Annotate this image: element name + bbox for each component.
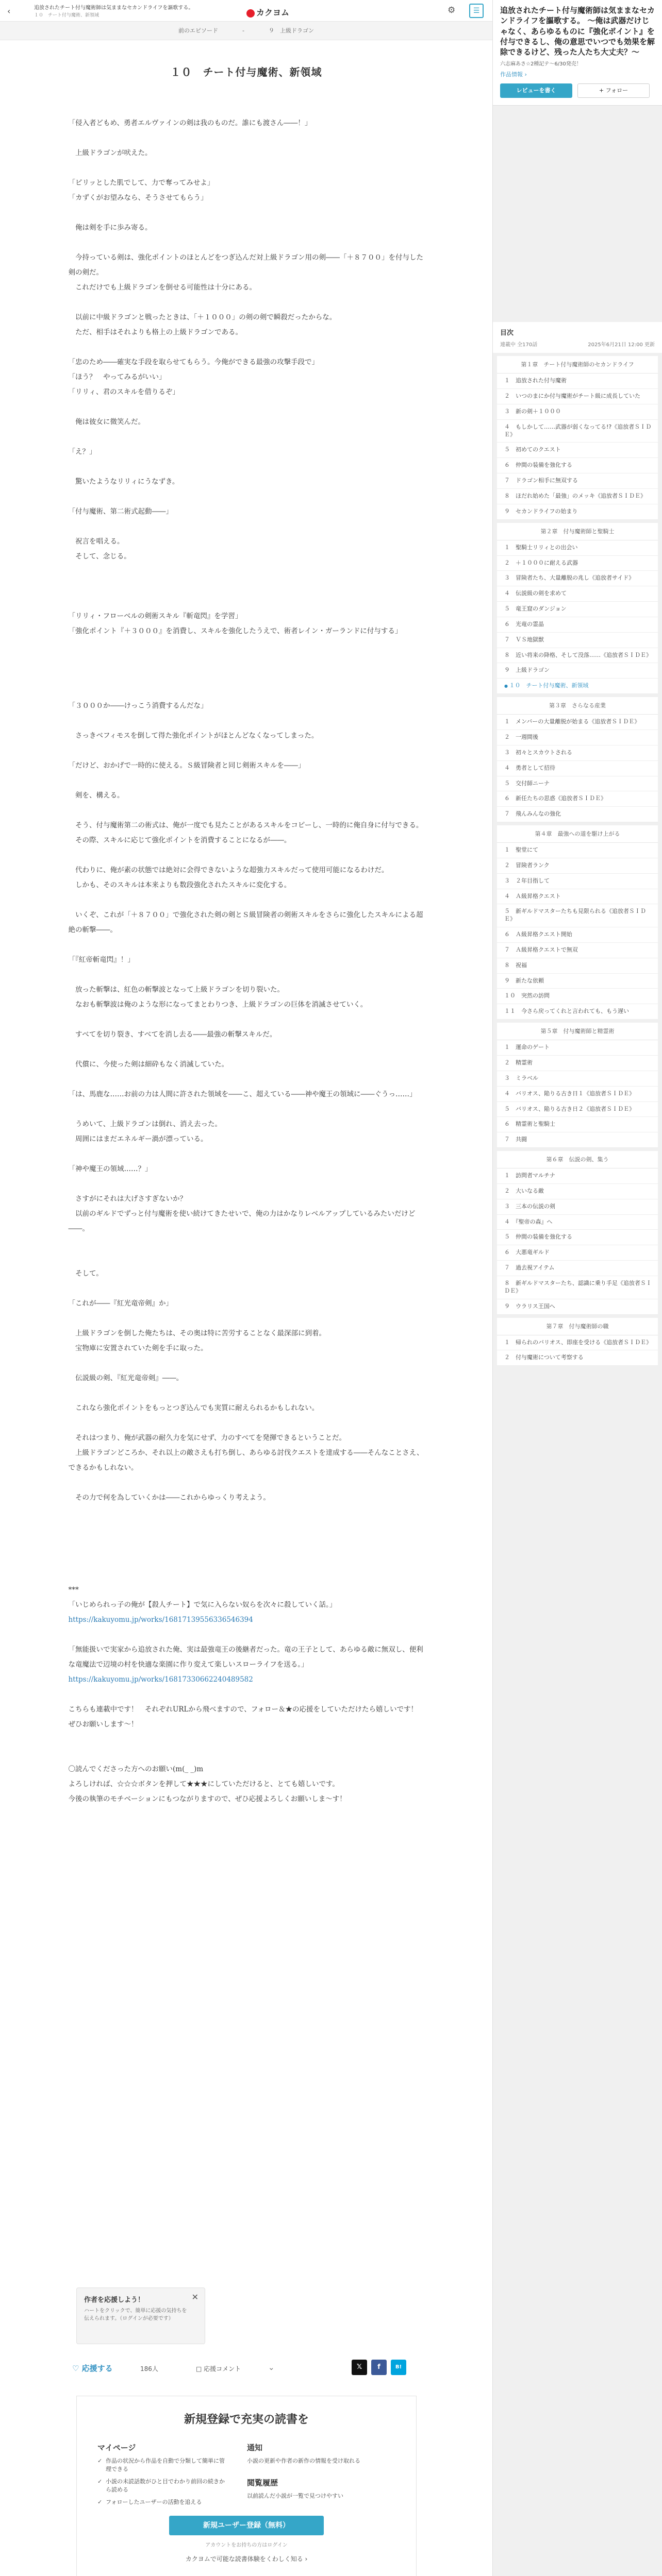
chapter-box	[497, 523, 658, 694]
paragraph-spacer	[69, 639, 424, 654]
toc-episode-link[interactable]: ４ 『聖帝の森』へ	[497, 1215, 658, 1230]
toc-episode-link[interactable]: ２ いつのまにか付与魔術がチート級に成長していた	[497, 389, 658, 404]
toc-episode-link[interactable]: ５ 仲間の装備を強化する	[497, 1230, 658, 1245]
toc-episode-link[interactable]: ３ ミラベル	[497, 1071, 658, 1087]
paragraph-spacer	[69, 968, 424, 982]
cheer-popup	[76, 2287, 205, 2344]
chapter-heading[interactable]: 第６章 伝説の剣、集う	[497, 1151, 658, 1168]
paragraph-spacer	[69, 564, 424, 579]
learn-more-link[interactable]: カクヨムで可能な読書体験をくわしく知る ›	[185, 2555, 308, 2563]
toc-list	[493, 356, 662, 1366]
comment-button[interactable]: □ 応援コメント	[196, 2365, 241, 2372]
author-name[interactable]: 六志麻あさ☆2種記テ～6/30発売！	[500, 61, 582, 67]
toc-episode-link[interactable]: １０ 突然の訪問	[497, 989, 658, 1004]
body-paragraph: その力で何を為していくかは――これからゆっくり考えよう。	[68, 1494, 270, 1502]
paragraph-spacer	[69, 684, 424, 699]
cheer-count: 186人	[140, 2365, 158, 2372]
body-paragraph: 「忠のため――確実な手段を取らせてもらう。今俺ができる最強の攻撃手段で」	[68, 358, 319, 366]
body-paragraph: 周囲にはまだエネルギー渦が漂っている。	[68, 1135, 208, 1143]
paragraph-spacer	[69, 1251, 424, 1266]
paragraph-spacer	[69, 848, 424, 863]
body-paragraph: 「ピリッとした肌でして、力で奪ってみせよ」	[68, 179, 214, 187]
paragraph-spacer	[69, 1177, 424, 1192]
afterword-text: こちらも連載中です！ それぞれURLから飛べますので、フォロー＆★の応援をしていただけたら嬉しいです！ ぜひお願いします～！	[68, 1705, 425, 1728]
toc-episode-link[interactable]: ６ Ａ級昇格クエスト開始	[497, 927, 658, 943]
afterword-text: 今後の執筆のモチベーションにもつながりますので、ぜひ応援よろしくお願いしま～す！	[68, 1795, 346, 1803]
signup-col-title: マイページ	[97, 2443, 136, 2452]
toc-episode-link[interactable]: １ 聖堂にて	[497, 843, 658, 858]
paragraph-spacer	[69, 1236, 424, 1251]
afterword-promo: 「無能扱いで実家から追放された俺、実は最強竜王の後継者だった。竜の王子として、あらゆる敵に無双し、便利な竜魔法で辺境の村を快適な楽園に作り変えて楽しいスローライフを送る。」	[68, 1646, 423, 1669]
toc-episode-link[interactable]: ５ 初めてのクエスト	[497, 443, 658, 458]
afterword-promo: 「いじめられっ子の俺が【殺人チート】で気に入らない奴らを次々に殺していく話。」	[68, 1601, 337, 1609]
toc-episode-link[interactable]: ２ 冒険者ランク	[497, 858, 658, 874]
review-button[interactable]: レビューを書く	[500, 83, 572, 98]
toc-episode-link[interactable]: ３ 新の剣＋１０００	[497, 404, 658, 420]
episode-subtitle: １０ チート付与魔術、新領域	[34, 13, 100, 18]
body-paragraph: 今持っている剣は、強化ポイントのほとんどをつぎ込んだ対上級ドラゴン用の剣――「＋８７００」を付与した剣の剣だ。	[68, 253, 423, 277]
body-paragraph: そして、念じる。	[68, 552, 131, 561]
paragraph-spacer	[69, 131, 424, 146]
paragraph-spacer	[69, 594, 424, 609]
body-paragraph: 「『紅帝斬竜閃』！」	[68, 956, 135, 964]
paragraph-spacer	[69, 669, 424, 684]
body-paragraph: 祝言を唱える。	[68, 537, 124, 546]
paragraph-spacer	[69, 1386, 424, 1401]
toc-episode-link[interactable]: ９ ウラリス王国へ	[497, 1299, 658, 1315]
toc-episode-link[interactable]: ３ ２年目指して	[497, 874, 658, 889]
site-logo[interactable]	[246, 6, 289, 18]
toc-episode-link[interactable]: １ メンバーの大量離脱が始まる《追放者ＳＩＤＥ》	[497, 715, 658, 730]
body-paragraph: 「神や魔王の領域……？」	[68, 1165, 152, 1173]
toc-episode-link[interactable]: １ 聖騎士リリィとの出会い	[497, 540, 658, 556]
chapter-heading[interactable]: 第２章 付与魔術師と聖騎士	[497, 523, 658, 540]
toc-episode-link[interactable]: ２ 精霊術	[497, 1056, 658, 1071]
paragraph-spacer	[69, 938, 424, 953]
afterword-text: 〇読んでくださった方へのお願い(m(_ _)m	[68, 1765, 204, 1773]
paragraph-spacer	[69, 1072, 424, 1087]
gear-icon[interactable]: ⚙	[448, 5, 456, 15]
chevron-down-icon[interactable]: ⌄	[268, 2363, 275, 2372]
login-link[interactable]: アカウントをお持ちの方はログイン	[205, 2542, 288, 2548]
body-paragraph: 上級ドラゴンどころか、それ以上の敵さえも打ち倒し、あらゆる討伐クエストを達成する――そんなことさえ、できるかもしれない。	[68, 1449, 424, 1472]
body-paragraph: 伝説級の剣、『紅光竜帝剣』――。	[68, 1374, 184, 1382]
register-button[interactable]: 新規ユーザー登録（無料）	[169, 2516, 324, 2535]
update-date: 2025年6月21日 12:00 更新	[588, 342, 655, 348]
site-logo-text: カクヨム	[256, 8, 290, 18]
toc-icon[interactable]: ☰	[469, 4, 484, 18]
episode-title: １０ チート付与魔術、新領域	[170, 66, 322, 78]
body-paragraph: なおも斬撃波は俺のような形になってまとわりつき、上級ドラゴンの巨体を消滅させていく。	[68, 1001, 368, 1009]
body-paragraph: 「付与魔術、第二術式起動――」	[68, 507, 173, 516]
toc-episode-link[interactable]: ７ ＶＳ地獄獣	[497, 633, 658, 648]
paragraph-spacer	[69, 206, 424, 221]
afterword	[69, 1583, 424, 1807]
toc-episode-link[interactable]: ２ 一週間後	[497, 730, 658, 745]
nav-separator: ‐	[242, 27, 244, 34]
toc-episode-link[interactable]: ４ 勇者として招待	[497, 761, 658, 776]
body-paragraph: 剣を、構える。	[68, 791, 124, 800]
paragraph-spacer	[69, 295, 424, 310]
body-paragraph: そう、付与魔術第二の術式は、俺が一度でも見たことがあるスキルをコピーし、一時的に俺自身に付与できる。	[68, 821, 423, 829]
body-paragraph: 「え？」	[68, 448, 96, 456]
body-paragraph: 「侵入者どもめ、勇者エルヴァインの剣は我のものだ。誰にも渡さん――！」	[68, 119, 312, 127]
body-paragraph: しかも、そのスキルは本来よりも数段強化されたスキルに変化する。	[68, 881, 291, 889]
chapter-box	[497, 1151, 658, 1314]
toc-episode-link[interactable]: ７ 過去視アイテム	[497, 1261, 658, 1276]
body-paragraph: 俺は剣を手に歩み寄る。	[68, 224, 152, 232]
toc-episode-link[interactable]: ６ 大悪竜ギルド	[497, 1245, 658, 1261]
body-paragraph: うめいて、上級ドラゴンは倒れ、消え去った。	[68, 1120, 222, 1128]
body-paragraph: 驚いたようなリリィにうなずき。	[68, 478, 179, 486]
paragraph-spacer	[69, 1476, 424, 1490]
toc-episode-link[interactable]: ６ 精霊術と聖騎士	[497, 1117, 658, 1132]
toc-episode-link[interactable]: ３ 冒険者たち、大量離脱の兆し《追放者サイド》	[497, 571, 658, 586]
toc-episode-link[interactable]: ９ セカンドライフの始まり	[497, 504, 658, 520]
chapter-box	[497, 697, 658, 822]
current-episode-link[interactable]: ９ 上級ドラゴン	[268, 27, 314, 34]
toc-episode-link[interactable]: ７ 飛んみんなの強化	[497, 807, 658, 822]
toc-episode-link[interactable]: ４ バリオス、陥りる古き日１《追放者ＳＩＤＥ》	[497, 1087, 658, 1102]
body-paragraph: 代わりに、俺が素の状態では絶対に会得できないような超強力スキルだって使用可能になるわけだ。	[68, 866, 389, 874]
episode-body	[69, 116, 424, 1505]
chapter-heading[interactable]: 第７章 付与魔術師の職	[497, 1318, 658, 1335]
body-paragraph: さすがにそれは大げさすぎないか？	[68, 1195, 187, 1203]
logo-mark-icon	[246, 9, 255, 18]
body-paragraph: その際、スキルに応じて強化ポイントを消費することになるが――。	[68, 836, 291, 844]
episode-main	[0, 22, 492, 2576]
toc-episode-link[interactable]: ６ 新任たちの思惑《追放者ＳＩＤＥ》	[497, 791, 658, 807]
paragraph-spacer	[69, 1147, 424, 1162]
paragraph-spacer	[69, 400, 424, 415]
chapter-heading[interactable]: 第３章 さらなる産業	[497, 697, 658, 715]
body-paragraph: そして。	[68, 1269, 103, 1278]
sidebar	[492, 0, 662, 2576]
toc-episode-link[interactable]: ８ ほだれ始めた「最強」のメッキ《追放者ＳＩＤＥ》	[497, 489, 658, 504]
prev-episode-link[interactable]: 前のエピソード	[178, 27, 218, 34]
body-paragraph: それはつまり、俺が武器の耐久力を気にせず、力のすべてを発揮できるということだ。	[68, 1434, 346, 1442]
toc-episode-link[interactable]: ７ ドラゴン相手に無双する	[497, 473, 658, 489]
paragraph-spacer	[69, 1102, 424, 1117]
paragraph-spacer	[69, 235, 424, 250]
body-paragraph: 以前に中級ドラゴンと戦ったときは、「＋１０００」の剣の剣で瞬殺だったからな。	[68, 313, 337, 321]
paragraph-spacer	[69, 893, 424, 908]
toc-episode-link[interactable]: ８ 新ギルドマスターたち、認識に乗り手足《追放者ＳＩＤＥ》	[497, 1276, 658, 1299]
toc-episode-link[interactable]: ５ 竜王窟のダンジョン	[497, 602, 658, 617]
signup-col-title: 通知	[247, 2443, 263, 2452]
chapter-box	[497, 1023, 658, 1148]
promo-link[interactable]: https://kakuyomu.jp/works/16817330662240489582	[68, 1675, 253, 1684]
work-info-link[interactable]: 作品情報 ›	[500, 71, 527, 78]
toc-episode-link[interactable]: ３ 初々とスカウトされる	[497, 745, 658, 761]
toc-episode-link[interactable]: ２ 大いなる敵	[497, 1184, 658, 1199]
signup-feature: 以前読んだ小説が一覧で見つけやすい	[247, 2492, 343, 2499]
paragraph-spacer	[69, 654, 424, 669]
paragraph-spacer	[69, 489, 424, 504]
signup-col-title: 閲覧履歴	[247, 2478, 278, 2487]
toc-episode-link[interactable]: ５ バリオス、陥りる古き日２《追放者ＳＩＤＥ》	[497, 1102, 658, 1117]
paragraph-spacer	[69, 1416, 424, 1431]
toc-episode-link[interactable]: ８ 祝福	[497, 958, 658, 974]
facebook-share-icon[interactable]: f	[371, 2360, 387, 2375]
toc-episode-link[interactable]: ９ 新たな依頼	[497, 974, 658, 989]
paragraph-spacer	[69, 1012, 424, 1027]
signup-col-mypage	[97, 2442, 247, 2511]
chapter-box	[497, 356, 658, 519]
work-title[interactable]: 追放されたチート付与魔術師は気ままなセカンドライフを謳歌する。 ～俺は武器だけじゃなく、あらゆるものに『強化ポイント』を付与できるし、俺の意思でいつでも効果を解除できるけど、残った人たち大丈夫？～	[500, 6, 655, 57]
toc-episode-link[interactable]: ７ Ａ級昇格クエストで無双	[497, 943, 658, 958]
paragraph-spacer	[69, 340, 424, 355]
toc-episode-link[interactable]: ７ 共闘	[497, 1132, 658, 1148]
episode-actions	[72, 2360, 423, 2378]
toc-episode-link[interactable]: １ 運命のゲート	[497, 1040, 658, 1056]
signup-feature: ✓ フォローしたユーザーの活動を追える	[97, 2498, 229, 2506]
promo-link[interactable]: https://kakuyomu.jp/works/16817139556336546394	[68, 1616, 253, 1624]
hatena-bookmark-icon[interactable]: B!	[391, 2360, 406, 2375]
chapter-box	[497, 825, 658, 1020]
body-paragraph: 「３０００か――けっこう消費するんだな」	[68, 702, 208, 710]
back-icon[interactable]: ‹	[7, 6, 11, 16]
paragraph-spacer	[69, 430, 424, 445]
toc-episode-link[interactable]: ２ ＋１０００に耐える武器	[497, 556, 658, 571]
body-paragraph: 「強化ポイント『＋３０００』を消費し、スキルを強化したうえで、術者レイン・ガーランドに付与する」	[68, 627, 402, 635]
body-paragraph: 上級ドラゴンを倒した俺たちは、その奥は特に苦労することなく最深部に到着。	[68, 1329, 326, 1337]
signup-feature: 小説の更新や作者の新作の情報を受け取れる	[247, 2458, 360, 2464]
body-paragraph: すべてを切り裂き、すべてを消し去る――最強の斬撃スキルだ。	[68, 1030, 277, 1039]
toc-episode-link[interactable]: ４ 伝説級の剣を求めて	[497, 586, 658, 602]
body-paragraph: 代償に、今使った剣は細砕もなく消滅していた。	[68, 1060, 228, 1069]
follow-button[interactable]: + フォロー	[577, 83, 650, 98]
episode-nav	[0, 22, 492, 40]
toc-episode-link[interactable]: ● １０ チート付与魔術、新領域	[497, 679, 658, 694]
body-paragraph: これなら強化ポイントをもっとつぎ込んでも実質に耐えられるかもしれない。	[68, 1404, 319, 1412]
paragraph-spacer	[69, 714, 424, 728]
paragraph-spacer	[69, 460, 424, 474]
body-paragraph: 俺は彼女に微笑んだ。	[68, 418, 145, 426]
chapter-heading[interactable]: 第５章 付与魔術師と精霊術	[497, 1023, 658, 1040]
paragraph-spacer	[69, 743, 424, 758]
signup-title: 新規登録で充実の読書を	[184, 2413, 309, 2426]
body-paragraph: 「これが――『紅光竜帝剣』か」	[68, 1299, 173, 1308]
chapter-box	[497, 1318, 658, 1366]
paragraph-spacer	[69, 161, 424, 176]
toc-episode-link[interactable]: ４ Ａ級昇格クエスト	[497, 889, 658, 905]
toc-header	[493, 322, 662, 353]
toc-title: 目次	[500, 329, 514, 337]
body-paragraph: 「カずくがお望みなら、そうさせてもらう」	[68, 194, 208, 202]
toc-episode-link[interactable]: １１ 今さら戻ってくれと言われても、もう遅い	[497, 1004, 658, 1020]
body-paragraph: 「ほう？ やってみるがいい」	[68, 373, 166, 381]
chapter-heading[interactable]: 第４章 最強への道を駆け上がる	[497, 825, 658, 843]
work-info	[493, 0, 662, 106]
paragraph-spacer	[69, 1356, 424, 1371]
x-share-icon[interactable]: 𝕏	[352, 2360, 367, 2375]
toc-episode-link[interactable]: ９ 上級ドラゴン	[497, 663, 658, 679]
cheer-button[interactable]: ♡ 応援する	[72, 2364, 113, 2373]
afterword-stars: ***	[68, 1586, 79, 1594]
toc-episode-link[interactable]: １ 追放された付与魔術	[497, 374, 658, 389]
toc-episode-link[interactable]: ６ 光竜の霊晶	[497, 617, 658, 633]
toc-episode-link[interactable]: １ 帰られのバリオス、即座を受ける《追放者ＳＩＤＥ》	[497, 1335, 658, 1351]
close-icon[interactable]: ✕	[191, 2292, 198, 2302]
body-paragraph: 放った斬撃は、紅色の斬撃波となって上級ドラゴンを切り裂いた。	[68, 986, 284, 994]
chapter-heading[interactable]: 第１章 チート付与魔術師のセカンドライフ	[497, 356, 658, 374]
toc-episode-link[interactable]: ５ 交付師ニーナ	[497, 776, 658, 792]
paragraph-spacer	[69, 803, 424, 818]
body-paragraph: 上級ドラゴンが吠えた。	[68, 149, 152, 157]
paragraph-spacer	[69, 519, 424, 534]
toc-episode-link[interactable]: ２ 付与魔術について考察する	[497, 1350, 658, 1366]
toc-episode-link[interactable]: ４ もしかして……武器が弱くなってる!?《追放者ＳＩＤＥ》	[497, 420, 658, 443]
signup-box	[76, 2396, 417, 2576]
toc-episode-link[interactable]: ３ 三本の伝説の剣	[497, 1199, 658, 1215]
episode-count: 連載中 全170話	[500, 342, 538, 348]
body-paragraph: 「だけど、おかげで一時的に使える。Ｓ級冒険者と同じ剣術スキルを――」	[68, 761, 305, 770]
top-bar	[0, 0, 492, 22]
signup-col-notify	[247, 2442, 396, 2511]
paragraph-spacer	[69, 773, 424, 788]
cheer-popup-text: ハートをクリックで、簡単に応援の気持ちを伝えられます。（ログインが必要です）	[84, 2308, 187, 2321]
paragraph-spacer	[69, 1281, 424, 1296]
toc-episode-link[interactable]: ５ 新ギルドマスターたちも見限られる《追放者ＳＩＤＥ》	[497, 904, 658, 927]
body-paragraph: 「リリィ、君のスキルを借りるぞ」	[68, 388, 179, 396]
body-paragraph: 宝物庫に安置されていた剣を手に取った。	[68, 1344, 208, 1352]
toc-episode-link[interactable]: ８ 近い将来の降格、そして没落……《追放者ＳＩＤＥ》	[497, 648, 658, 664]
toc-episode-link[interactable]: ６ 仲間の装備を強化する	[497, 458, 658, 473]
toc-episode-link[interactable]: １ 訪問者マルチナ	[497, 1168, 658, 1184]
body-paragraph: これだけでも上級ドラゴンを倒せる可能性は十分にある。	[68, 283, 256, 292]
body-paragraph: 「リリィ・フローベルの剣術スキル『斬竜閃』を学習」	[68, 612, 242, 620]
signup-feature: ✓ 作品の状況から作品を自動で分類して簡単に管理できる	[97, 2457, 229, 2473]
body-paragraph: さっきベフィモスを倒して得た強化ポイントがほとんどなくなってしまった。	[68, 732, 319, 740]
work-title-link[interactable]: 追放されたチート付与魔術師は気ままなセカンドライフを謳歌する。	[34, 5, 194, 11]
paragraph-spacer	[69, 1042, 424, 1057]
body-paragraph: いくぞ、これが「＋８７００」で強化された剣の剣とＳ級冒険者の剣術スキルをさらに強化したスキルによる超絶の斬撃――。	[68, 911, 423, 934]
paragraph-spacer	[69, 1311, 424, 1326]
cheer-popup-title: 作者を応援しよう！	[84, 2296, 145, 2304]
paragraph-spacer	[69, 579, 424, 594]
body-paragraph: ただ、相手はそれよりも格上の上級ドラゴンである。	[68, 328, 242, 336]
afterword-text: よろしければ、☆☆☆ボタンを押して★★★にしていただけると、とても嬉しいです。	[68, 1780, 339, 1788]
toc-meta	[500, 340, 655, 348]
signup-feature: ✓ 小説の未読話数がひと目でわかり前回の続きから読める	[97, 2478, 229, 2494]
body-paragraph: 「は、馬鹿な……お前の力は人間に許された領域を――こ、超えている――神や魔王の領域に――ぐうっ……」	[68, 1090, 417, 1098]
body-paragraph: 以前のギルドでずっと付与魔術を使い続けてきたせいで、俺の力はかなりレベルアップしているみたいだけど――。	[68, 1210, 416, 1233]
